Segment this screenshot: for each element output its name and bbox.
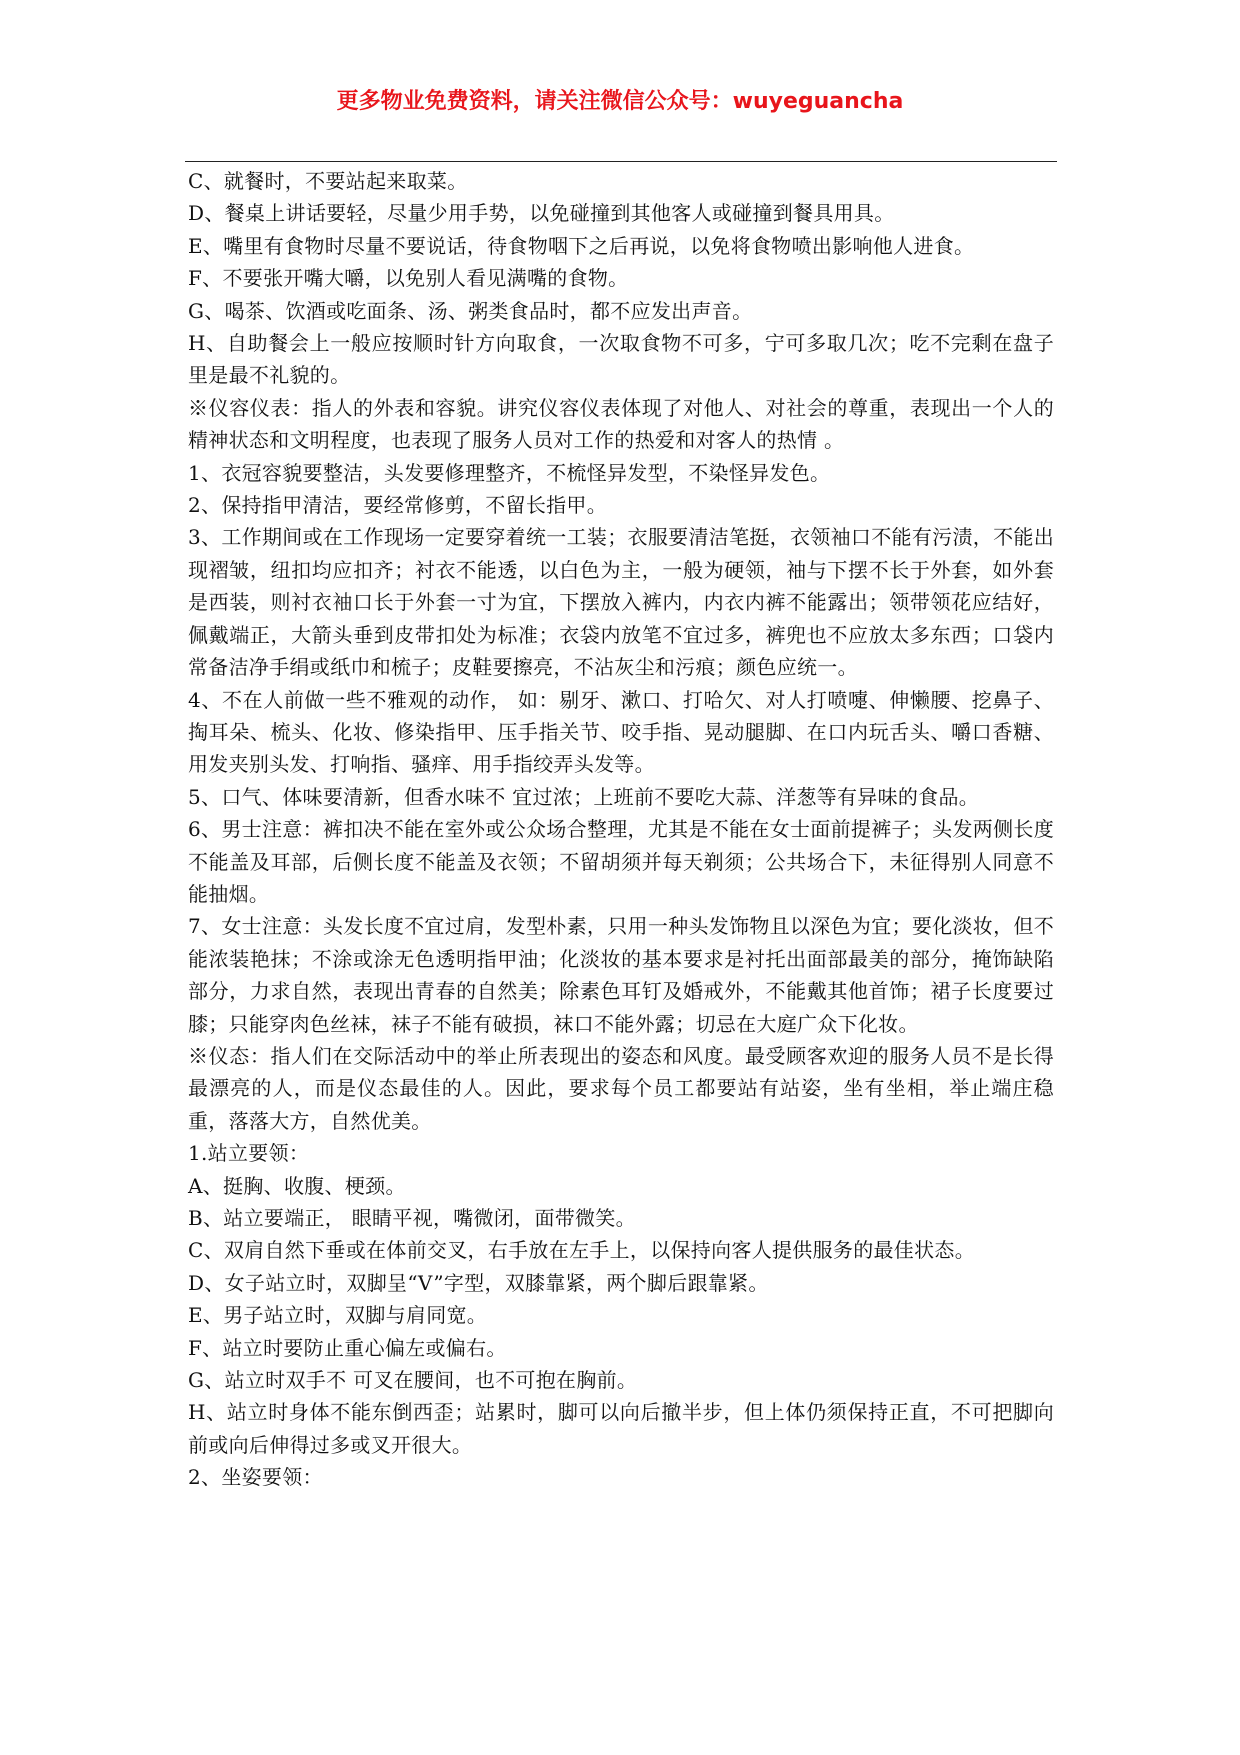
paragraph: 5、口气、体味要清新，但香水味不 宜过浓；上班前不要吃大蒜、洋葱等有异味的食品。: [188, 784, 980, 809]
promo-header: 更多物业免费资料，请关注微信公众号：wuyeguancha: [336, 89, 904, 114]
paragraph: 6、男士注意：裤扣决不能在室外或公众场合整理，尤其是不能在女士面前提裤子；头发两侧长度不能盖及耳部，后侧长度不能盖及衣领；不留胡须并每天剃须；公共场合下，未征得别人同意不能抽烟。: [188, 817, 1054, 906]
paragraph: 1.站立要领：: [188, 1141, 310, 1166]
paragraph: 3、工作期间或在工作现场一定要穿着统一工装；衣服要清洁笔挺，衣领袖口不能有污渍，不能出现褶皱，纽扣均应扣齐；衬衣不能透，以白色为主，一般为硬领，袖与下摆不长于外套，如外套是西装，则衬衣袖口长于外套一寸为宜，下摆放入裤内，内衣内裤不能露出；领带领花应结好，佩戴端正，大箭头垂到皮带扣处为标准；衣袋内放笔不宜过多，裤兜也不应放太多东西；口袋内常备洁净手绢或纸巾和梳子；皮鞋要擦亮，不沾灰尘和污痕；颜色应统一。: [188, 525, 1054, 680]
paragraph: G、喝茶、饮酒或吃面条、汤、粥类食品时，都不应发出声音。: [188, 298, 753, 323]
paragraph: F、站立时要防止重心偏左或偏右。: [188, 1335, 507, 1360]
paragraph: E、嘴里有食物时尽量不要说话，待食物咽下之后再说，以免将食物喷出影响他人进食。: [188, 233, 975, 258]
paragraph: F、不要张开嘴大嚼，以免别人看见满嘴的食物。: [188, 266, 629, 291]
paragraph: C、双肩自然下垂或在体前交叉，右手放在左手上，以保持向客人提供服务的最佳状态。: [188, 1238, 976, 1263]
paragraph: D、餐桌上讲话要轻，尽量少用手势，以免碰撞到其他客人或碰撞到餐具用具。: [188, 201, 895, 226]
paragraph: ※仪态：指人们在交际活动中的举止所表现出的姿态和风度。最受顾客欢迎的服务人员不是长得最漂亮的人，而是仪态最佳的人。因此，要求每个员工都要站有站姿，坐有坐相，举止端庄稳重，落落大方，自然优美。: [188, 1043, 1054, 1133]
paragraph: 2、保持指甲清洁，要经常修剪，不留长指甲。: [188, 493, 608, 518]
paragraph: ※仪容仪表：指人的外表和容貌。讲究仪容仪表体现了对他人、对社会的尊重，表现出一个人的精神状态和文明程度，也表现了服务人员对工作的热爱和对客人的热情 。: [188, 395, 1054, 453]
header-divider: [185, 161, 1057, 162]
paragraph: 4、不在人前做一些不雅观的动作， 如：剔牙、漱口、打哈欠、对人打喷嚏、伸懒腰、挖鼻子、掏耳朵、梳头、化妆、修染指甲、压手指关节、咬手指、晃动腿脚、在口内玩舌头、嚼口香糖、用发夹别头发、打响指、骚痒、用手指绞弄头发等。: [188, 687, 1054, 777]
paragraph: D、女子站立时，双脚呈“V”字型，双膝靠紧，两个脚后跟靠紧。: [188, 1270, 769, 1295]
paragraph: B、站立要端正， 眼睛平视，嘴微闭，面带微笑。: [188, 1206, 636, 1230]
paragraph: C、就餐时，不要站起来取菜。: [188, 169, 468, 193]
paragraph: H、站立时身体不能东倒西歪；站累时，脚可以向后撤半步，但上体仍须保持正直，不可把脚向前或向后伸得过多或叉开很大。: [188, 1400, 1054, 1457]
document-body: [188, 165, 1054, 1494]
paragraph: E、男子站立时，双脚与肩同宽。: [188, 1303, 488, 1328]
paragraph: A、挺胸、收腹、梗颈。: [188, 1173, 406, 1198]
paragraph: G、站立时双手不 可叉在腰间，也不可抱在胸前。: [188, 1368, 638, 1393]
paragraph: 2、坐姿要领：: [188, 1465, 323, 1490]
paragraph: 1、衣冠容貌要整洁，头发要修理整齐，不梳怪异发型，不染怪异发色。: [188, 460, 831, 485]
paragraph: 7、女士注意：头发长度不宜过肩，发型朴素，只用一种头发饰物且以深色为宜；要化淡妆，但不能浓装艳抹；不涂或涂无色透明指甲油；化淡妆的基本要求是衬托出面部最美的部分，掩饰缺陷部分，力求自然，表现出青春的自然美；除素色耳钉及婚戒外，不能戴其他首饰；裙子长度要过膝；只能穿肉色丝袜，袜子不能有破损，袜口不能外露；切忌在大庭广众下化妆。: [188, 914, 1054, 1036]
paragraph: H、自助餐会上一般应按顺时针方向取食，一次取食物不可多，宁可多取几次；吃不完剩在盘子里是最不礼貌的。: [188, 331, 1054, 388]
